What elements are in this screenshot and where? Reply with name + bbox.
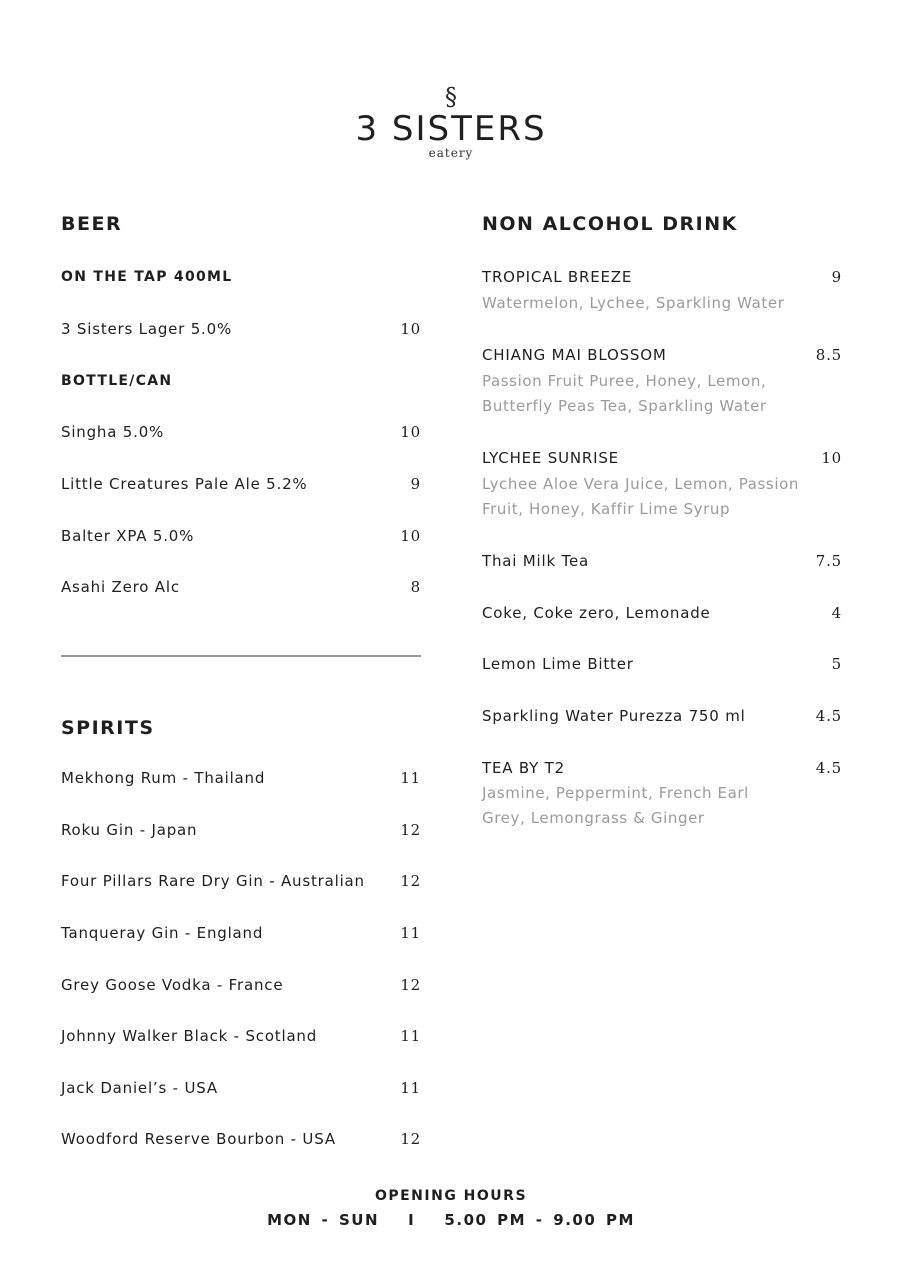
menu-item [61,821,421,841]
menu-item [482,759,842,779]
menu-item [61,1130,421,1150]
item-name: Little Creatures Pale Ale 5.2% [61,475,308,493]
item-price: 5 [831,655,842,673]
menu-item [61,1027,421,1047]
item-name: Balter XPA 5.0% [61,527,195,545]
menu-item [61,976,421,996]
item-name: Four Pillars Rare Dry Gin - Australian [61,872,365,890]
item-price: 4 [831,604,842,622]
menu-item [482,552,842,572]
item-price: 12 [400,821,421,839]
non-alcohol-heading: NON ALCOHOL DRINK [482,213,738,235]
item-name: Woodford Reserve Bourbon - USA [61,1130,336,1148]
item-name: CHIANG MAI BLOSSOM [482,346,667,364]
item-name: Asahi Zero Alc [61,578,180,596]
spirits-heading: SPIRITS [61,717,155,739]
item-price: 4.5 [815,707,842,725]
item-price: 10 [400,527,421,545]
menu-item [482,268,842,288]
item-name: LYCHEE SUNRISE [482,449,619,467]
menu-item [61,872,421,892]
item-name: Coke, Coke zero, Lemonade [482,604,711,622]
item-name: 3 Sisters Lager 5.0% [61,320,233,338]
item-name: TROPICAL BREEZE [482,268,633,286]
item-price: 11 [400,769,421,787]
menu-item [61,1079,421,1099]
item-price: 8.5 [815,346,842,364]
menu-item [61,320,421,340]
item-name: Johnny Walker Black - Scotland [61,1027,318,1045]
item-description: Passion Fruit Puree, Honey, Lemon, Butterfly Peas Tea, Sparkling Water [482,372,767,415]
item-name: Sparkling Water Purezza 750 ml [482,707,746,725]
item-name: Grey Goose Vodka - France [61,976,284,994]
menu-item [61,475,421,495]
item-price: 7.5 [815,552,842,570]
menu-item [61,423,421,443]
opening-hours-heading: OPENING HOURS [374,1188,528,1204]
tap-heading: ON THE TAP 400ML [61,269,233,285]
menu-item [61,769,421,789]
opening-hours: MON - SUN I 5.00 PM - 9.00 PM [267,1211,635,1229]
item-description: Watermelon, Lychee, Sparkling Water [482,294,785,312]
menu-item [482,449,842,469]
item-price: 12 [400,872,421,890]
item-price: 10 [400,423,421,441]
menu-item [482,707,842,727]
item-name: Tanqueray Gin - England [61,924,264,942]
item-price: 11 [400,1079,421,1097]
item-name: Jack Daniel’s - USA [61,1079,218,1097]
item-price: 12 [400,976,421,994]
menu-item [61,527,421,547]
menu-item [61,578,421,598]
logo [0,84,902,160]
item-name: TEA BY T2 [482,759,565,777]
menu-item [482,655,842,675]
item-price: 9 [831,268,842,286]
menu-item [61,924,421,944]
item-name: Lemon Lime Bitter [482,655,634,673]
item-price: 4.5 [815,759,842,777]
menu-item [482,604,842,624]
logo-subtitle: eatery [428,146,474,160]
item-price: 10 [821,449,842,467]
logo-mark-icon: § [445,83,457,111]
logo-title: 3 SISTERS [355,109,547,149]
menu-item [482,346,842,366]
item-name: Singha 5.0% [61,423,165,441]
item-name: Roku Gin - Japan [61,821,198,839]
section-divider [61,655,421,657]
item-price: 12 [400,1130,421,1148]
beer-heading: BEER [61,213,123,235]
item-price: 8 [410,578,421,596]
item-price: 9 [410,475,421,493]
item-description: Lychee Aloe Vera Juice, Lemon, Passion Fruit, Honey, Kaffir Lime Syrup [482,475,799,518]
item-description: Jasmine, Peppermint, French Earl Grey, Lemongrass & Ginger [482,784,749,827]
item-name: Mekhong Rum - Thailand [61,769,266,787]
item-name: Thai Milk Tea [482,552,589,570]
bottle-heading: BOTTLE/CAN [61,373,173,389]
item-price: 11 [400,924,421,942]
item-price: 10 [400,320,421,338]
item-price: 11 [400,1027,421,1045]
